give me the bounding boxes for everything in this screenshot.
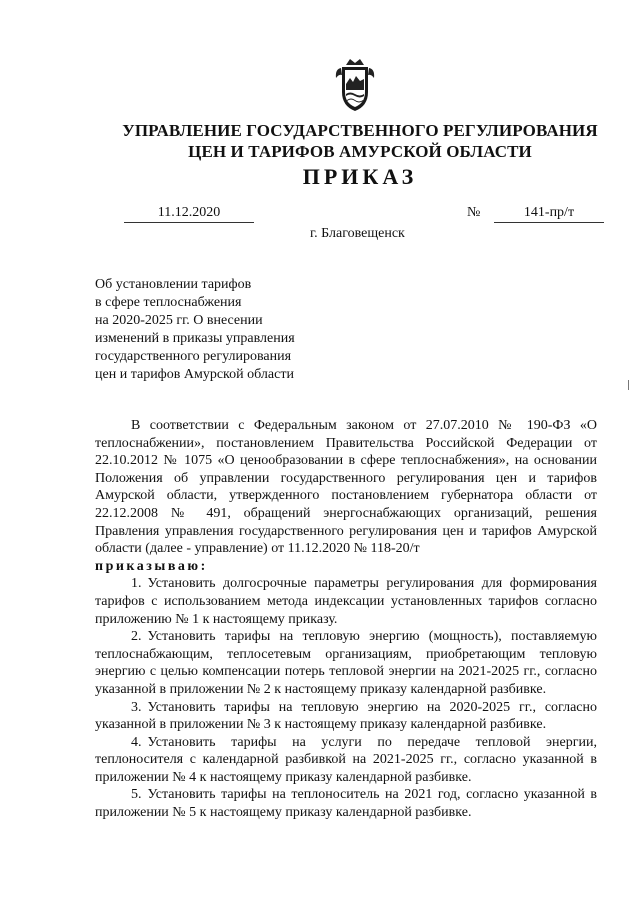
order-item-1 (95, 575, 597, 628)
subject-line: в сфере теплоснабжения (95, 295, 242, 310)
document-body (95, 417, 597, 822)
document-subject (95, 276, 335, 384)
item-text: Установить долгосрочные параметры регулирования для формирования тарифов с использованием метода индексации установленных тарифов согласно приложению № 1 к настоящему приказу. (95, 576, 597, 627)
subject-line: государственного регулирования (95, 349, 292, 364)
document-number-label: № (467, 205, 481, 220)
coat-of-arms-icon (332, 56, 378, 112)
item-number: 4. (131, 734, 142, 750)
order-item-3 (95, 699, 597, 734)
organization-title-line-2: ЦЕН И ТАРИФОВ АМУРСКОЙ ОБЛАСТИ (188, 142, 532, 161)
order-item-5 (95, 786, 597, 821)
margin-mark (628, 380, 629, 390)
item-text: Установить тарифы на услуги по передаче тепловой энергии, теплоносителя с календарной разбивкой на 2021-2025 гг., согласно указанной в приложении № 4 к настоящему приказу календарной разбивке. (95, 734, 597, 785)
subject-line: Об установлении тарифов (95, 277, 252, 292)
order-item-4 (95, 734, 597, 787)
item-text: Установить тарифы на тепловую энергию (мощность), поставляемую теплоснабжающим, теплосетевым организациям, приобретающим тепловую энергию с целью компенсации потерь тепловой энергии на 2021-2025 гг., согласно указанной в приложении № 2 к настоящему приказу календарной разбивке. (95, 629, 597, 697)
preamble-paragraph: В соответствии с Федеральным законом от 27.07.2010 № 190-ФЗ «О теплоснабжении», постановлением Правительства Российской Федерации от 22.10.2012 № 1075 «О ценообразовании в сфере теплоснабжения», на основании Положения об управлении государственного регулирования цен и тарифов Амурской области, утвержденного постановлением губернатора области от 22.12.2008 № 491, обращений энергоснабжающих организаций, решения Правления управления государственного регулирования цен и тарифов Амурской области (далее - управление) от 11.12.2020 № 118-20/т (95, 418, 597, 557)
document-date: 11.12.2020 (124, 205, 254, 223)
subject-line: на 2020-2025 гг. О внесении (95, 313, 263, 328)
item-text: Установить тарифы на тепловую энергию на 2020-2025 гг., согласно указанной в приложении № 3 к настоящему приказу календарной разбивке. (95, 699, 597, 733)
subject-line: изменений в приказы управления (95, 331, 295, 346)
subject-line: цен и тарифов Амурской области (95, 367, 294, 382)
item-text: Установить тарифы на теплоноситель на 2021 год, согласно указанной в приложении № 5 к настоящему приказу календарной разбивке. (95, 787, 597, 821)
organization-title (100, 120, 620, 162)
order-item-2 (95, 628, 597, 698)
item-number: 5. (131, 787, 142, 803)
item-number: 3. (131, 699, 142, 715)
document-city: г. Благовещенск (310, 226, 405, 241)
ordered-word: приказываю: (95, 558, 208, 574)
item-number: 1. (131, 576, 142, 592)
item-number: 2. (131, 629, 142, 645)
document-type-title: ПРИКАЗ (302, 164, 418, 189)
organization-title-line-1: УПРАВЛЕНИЕ ГОСУДАРСТВЕННОГО РЕГУЛИРОВАНИЯ (122, 121, 598, 140)
document-number: 141-пр/т (494, 205, 604, 223)
